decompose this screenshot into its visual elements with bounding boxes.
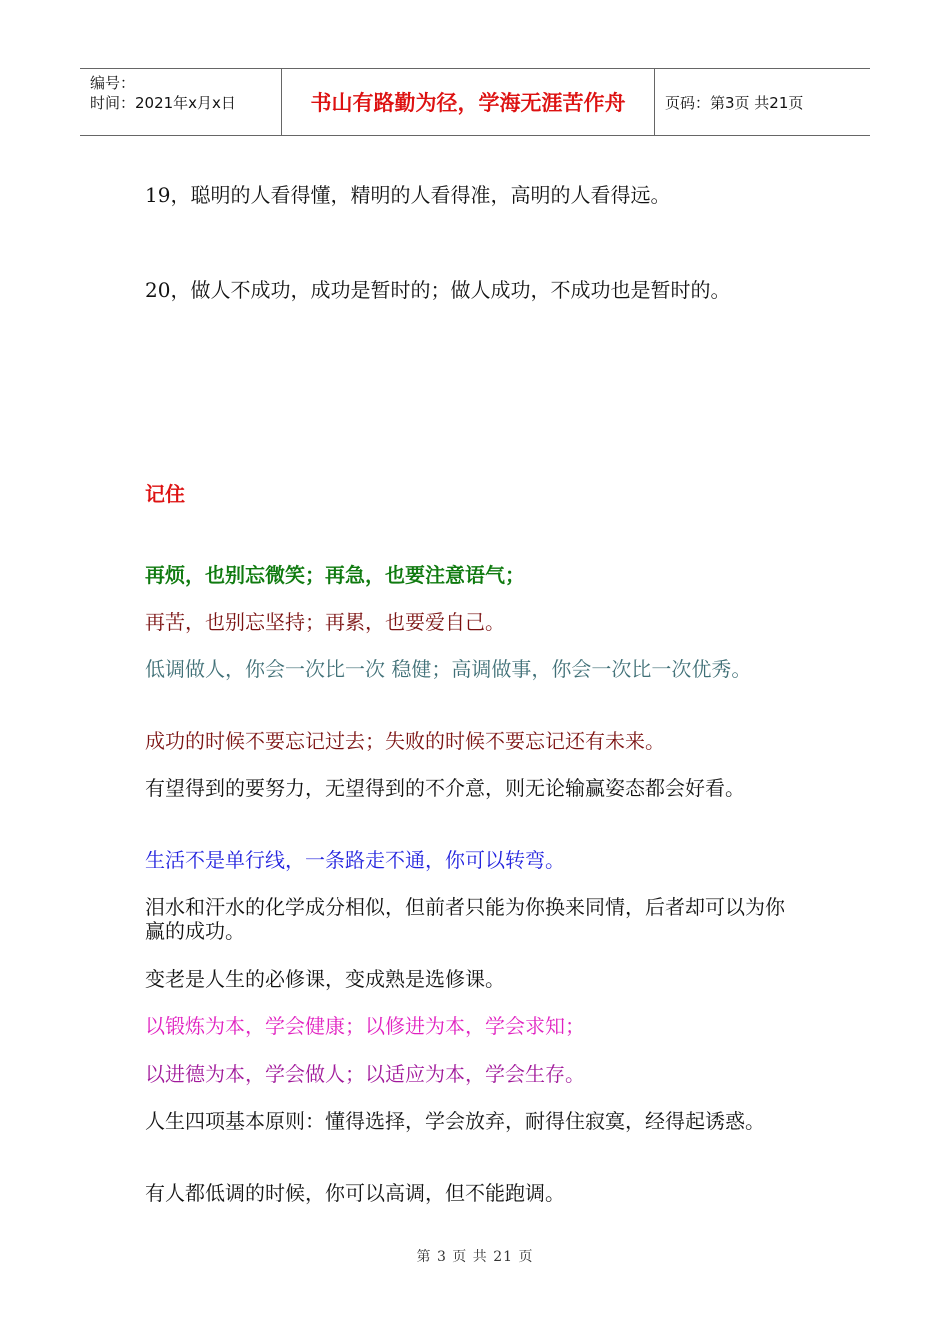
item-20: 20，做人不成功，成功是暂时的；做人成功，不成功也是暂时的。 <box>145 278 731 302</box>
quote-line: 低调做人，你会一次比一次 稳健；高调做事，你会一次比一次优秀。 <box>145 657 752 681</box>
quote-line: 有人都低调的时候，你可以高调，但不能跑调。 <box>145 1181 565 1205</box>
quote-line: 成功的时候不要忘记过去；失败的时候不要忘记还有未来。 <box>145 729 665 753</box>
quote-line: 生活不是单行线，一条路走不通，你可以转弯。 <box>145 848 565 872</box>
item-19: 19，聪明的人看得懂，精明的人看得准，高明的人看得远。 <box>145 183 671 207</box>
serial-number-label: 编号： <box>90 74 136 92</box>
header-motto: 书山有路勤为径，学海无涯苦作舟 <box>282 69 655 135</box>
quote-line: 再苦，也别忘坚持；再累，也要爱自己。 <box>145 610 505 634</box>
quote-line: 泪水和汗水的化学成分相似，但前者只能为你换来同情，后者却可以为你赢的成功。 <box>145 895 785 943</box>
header-meta <box>80 69 282 135</box>
quote-line: 以进德为本，学会做人；以适应为本，学会生存。 <box>145 1062 585 1086</box>
quote-line: 人生四项基本原则：懂得选择，学会放弃，耐得住寂寞，经得起诱惑。 <box>145 1109 765 1133</box>
section-heading: 记住 <box>145 482 185 506</box>
quote-line: 再烦，也别忘微笑；再急，也要注意语气； <box>145 563 525 587</box>
quote-line: 以锻炼为本，学会健康；以修进为本，学会求知； <box>145 1014 585 1038</box>
quote-line: 有望得到的要努力，无望得到的不介意，则无论输赢姿态都会好看。 <box>145 776 745 800</box>
header-page-info: 页码：第3页 共21页 <box>665 93 804 112</box>
document-header <box>80 68 870 136</box>
quote-line: 变老是人生的必修课，变成熟是选修课。 <box>145 967 505 991</box>
date-label: 时间：2021年x月x日 <box>90 94 236 112</box>
page-footer: 第 3 页 共 21 页 <box>416 1249 534 1265</box>
